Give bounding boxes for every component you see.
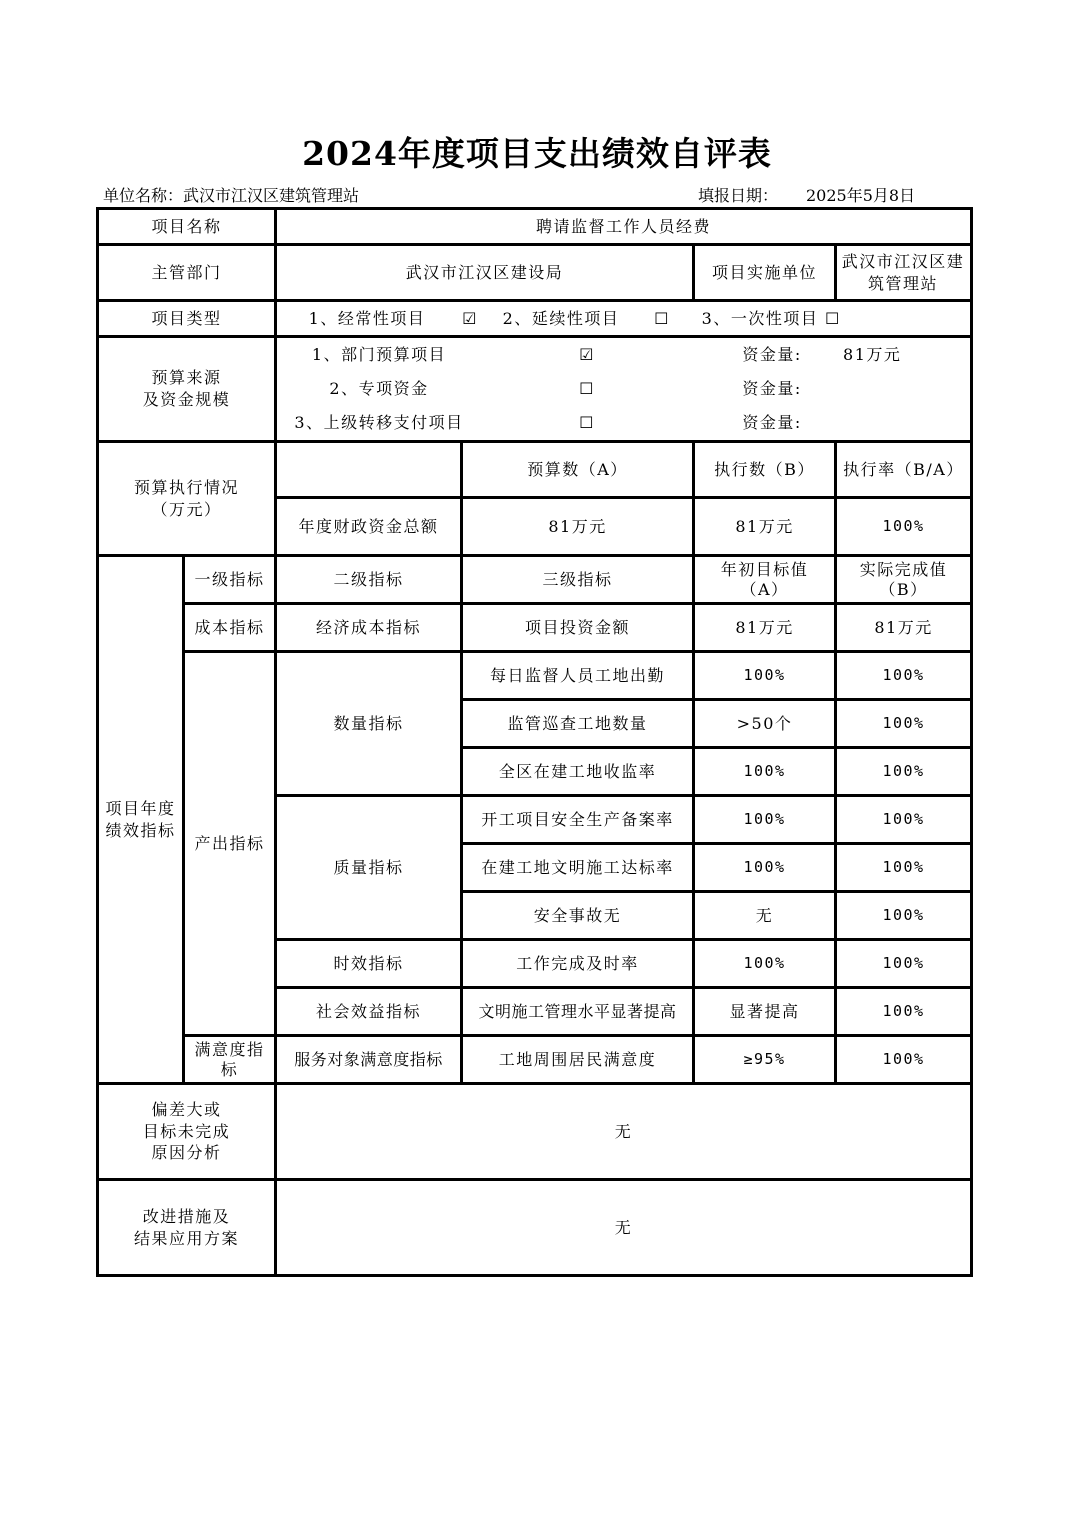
source-item-checkbox: ☐ [579,379,595,399]
quantity-level2: 数量指标 [276,652,462,796]
deviation-value: 无 [276,1084,972,1180]
indicator-target: 无 [694,892,836,940]
level3-header: 三级指标 [462,556,694,604]
row-execution-header [98,442,972,498]
indicator-actual: 100% [836,940,972,988]
satisfaction-level2: 服务对象满意度指标 [276,1036,462,1084]
source-item-label: 3、上级转移支付项目 [294,413,464,433]
row-department [98,245,972,301]
indicator-level3: 每日监督人员工地出勤 [462,652,694,700]
cost-level3: 项目投资金额 [462,604,694,652]
execution-row-label: 年度财政资金总额 [276,498,462,556]
indicator-level3: 安全事故无 [462,892,694,940]
table-row [98,1036,972,1084]
type-onetime-checkbox: ☐ [825,308,841,328]
execution-label: 预算执行情况 （万元） [98,442,276,556]
indicator-level3: 文明施工管理水平显著提高 [462,988,694,1036]
cost-target: 81万元 [694,604,836,652]
indicator-level3: 监管巡查工地数量 [462,700,694,748]
fill-date-label: 填报日期： [698,186,779,205]
fund-amount-label: 资金量: [742,345,802,365]
execution-budget-header: 预算数（A） [462,442,694,498]
table-row [98,652,972,700]
implementing-unit-label: 项目实施单位 [694,245,836,301]
implementing-unit-value: 武汉市江汉区建筑管理站 [836,245,972,301]
cost-actual: 81万元 [836,604,972,652]
indicator-actual: 100% [836,892,972,940]
timeliness-level2: 时效指标 [276,940,462,988]
row-indicator-header [98,556,972,604]
indicator-actual: 100% [836,748,972,796]
indicator-target: 100% [694,940,836,988]
fund-amount-value: 81万元 [843,345,902,365]
budget-source-label: 预算来源 及资金规模 [98,337,276,442]
satisfaction-level1: 满意度指标 [184,1036,276,1084]
department-label: 主管部门 [98,245,276,301]
quality-level2: 质量指标 [276,796,462,940]
row-cost-indicator [98,604,972,652]
indicator-actual: 100% [836,796,972,844]
execution-exec-value: 81万元 [694,498,836,556]
execution-budget-value: 81万元 [462,498,694,556]
indicator-level3: 工地周围居民满意度 [462,1036,694,1084]
type-regular-checkbox: ☑ [462,308,478,328]
execution-blank-cell [276,442,462,498]
type-continuing-checkbox: ☐ [654,308,670,328]
budget-source-items [276,337,972,442]
indicator-target: 100% [694,844,836,892]
indicator-target: ≥95% [694,1036,836,1084]
source-item-checkbox: ☐ [579,413,595,433]
type-option-continuing: 2、延续性项目 [502,308,620,328]
project-type-options [276,301,972,337]
indicator-target: 100% [694,652,836,700]
social-level2: 社会效益指标 [276,988,462,1036]
cost-level2: 经济成本指标 [276,604,462,652]
indicator-actual: 100% [836,652,972,700]
indicator-actual: 100% [836,844,972,892]
source-item-label: 1、部门预算项目 [311,345,447,365]
level2-header: 二级指标 [276,556,462,604]
project-name-label: 项目名称 [98,209,276,245]
performance-table [96,207,973,1277]
source-item-label: 2、专项资金 [329,379,429,399]
unit-name: 单位名称：武汉市江汉区建筑管理站 [103,186,360,205]
budget-source-item [281,372,966,406]
indicator-level3: 工作完成及时率 [462,940,694,988]
indicator-actual: 100% [836,1036,972,1084]
indicator-actual: 100% [836,700,972,748]
indicator-target: 显著提高 [694,988,836,1036]
row-deviation [98,1084,972,1180]
type-option-onetime: 3、一次性项目 [701,308,819,328]
improvement-value: 无 [276,1180,972,1276]
project-type-label: 项目类型 [98,301,276,337]
deviation-label: 偏差大或 目标未完成 原因分析 [98,1084,276,1180]
budget-source-item [281,406,966,440]
indicator-actual: 100% [836,988,972,1036]
execution-rate-header: 执行率（B/A） [836,442,972,498]
indicator-target: 100% [694,796,836,844]
row-improvement [98,1180,972,1276]
row-project-type [98,301,972,337]
page-title: 2024年度项目支出绩效自评表 [302,134,772,173]
department-value: 武汉市江汉区建设局 [276,245,694,301]
indicator-level3: 在建工地文明施工达标率 [462,844,694,892]
fund-amount-label: 资金量: [742,413,802,433]
indicators-section-label: 项目年度 绩效指标 [98,556,184,1084]
indicator-level3: 全区在建工地收监率 [462,748,694,796]
project-name-value: 聘请监督工作人员经费 [276,209,972,245]
source-item-checkbox: ☑ [579,345,595,365]
actual-header: 实际完成值 （B） [836,556,972,604]
execution-exec-header: 执行数（B） [694,442,836,498]
type-option-regular: 1、经常性项目 [308,308,426,328]
indicator-target: >50个 [694,700,836,748]
execution-rate-value: 100% [836,498,972,556]
target-header: 年初目标值 （A） [694,556,836,604]
row-project-name [98,209,972,245]
fund-amount-label: 资金量: [742,379,802,399]
indicator-level3: 开工项目安全生产备案率 [462,796,694,844]
cost-level1: 成本指标 [184,604,276,652]
row-budget-source [98,337,972,442]
level1-header: 一级指标 [184,556,276,604]
improvement-label: 改进措施及 结果应用方案 [98,1180,276,1276]
fill-date-value: 2025年5月8日 [806,186,916,205]
output-level1: 产出指标 [184,652,276,1036]
indicator-target: 100% [694,748,836,796]
budget-source-item [281,338,966,372]
